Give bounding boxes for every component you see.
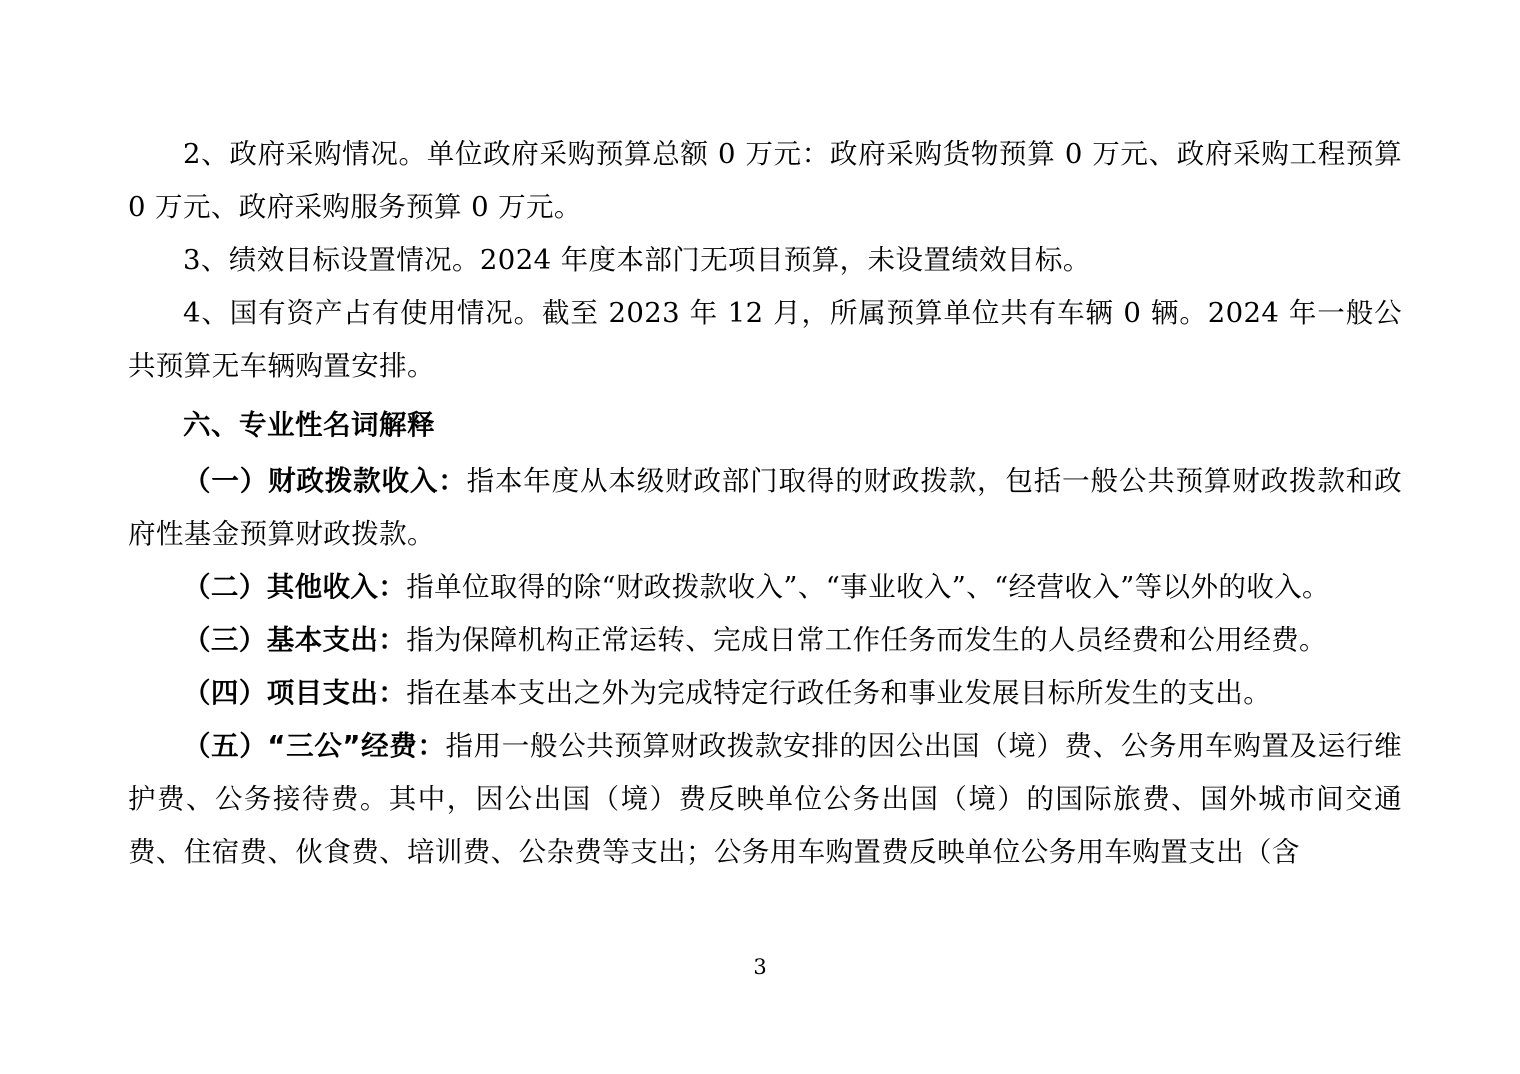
definition-text: 指为保障机构正常运转、完成日常工作任务而发生的人员经费和公用经费。 <box>406 624 1327 656</box>
paragraph-state-assets: 4、国有资产占有使用情况。截至 2023 年 12 月，所属预算单位共有车辆 0 辆。2024 年一般公共预算无车辆购置安排。 <box>128 297 1402 382</box>
page-number: 3 <box>753 955 767 979</box>
definition-text: 指用一般公共预算财政拨款安排的因公出国（境）费、公务用车购置及运行维护费、公务接待费。其中，因公出国（境）费反映单位公务出国（境）的国际旅费、国外城市间交通费、住宿费、伙食费、培训费、公杂费等支出；公务用车购置费反映单位公务用车购置支出（含 <box>128 730 1402 868</box>
definition-text: 指在基本支出之外为完成特定行政任务和事业发展目标所发生的支出。 <box>406 677 1272 709</box>
definition-term: （二）其他收入： <box>183 571 407 603</box>
definition-basic-expenditure <box>128 614 1402 667</box>
definition-fiscal-appropriation-income <box>128 455 1402 561</box>
definition-project-expenditure <box>128 667 1402 720</box>
definition-text: 指单位取得的除“财政拨款收入”、“事业收入”、“经营收入”等以外的收入。 <box>406 571 1330 603</box>
document-body <box>128 128 1402 879</box>
paragraph-performance-target: 3、绩效目标设置情况。2024 年度本部门无项目预算，未设置绩效目标。 <box>183 244 1091 276</box>
definition-other-income <box>128 561 1402 614</box>
section-heading-terminology: 六、专业性名词解释 <box>183 409 435 441</box>
definition-term: （三）基本支出： <box>183 624 407 656</box>
definition-text: 指本年度从本级财政部门取得的财政拨款，包括一般公共预算财政拨款和政府性基金预算财政拨款。 <box>128 465 1402 550</box>
definition-term: （一）财政拨款收入： <box>183 465 467 497</box>
paragraph-procurement: 2、政府采购情况。单位政府采购预算总额 0 万元：政府采购货物预算 0 万元、政府采购工程预算 0 万元、政府采购服务预算 0 万元。 <box>128 138 1402 223</box>
definition-three-public-expenses <box>128 720 1402 879</box>
definition-term: （五）“三公”经费： <box>183 730 446 762</box>
definition-term: （四）项目支出： <box>183 677 407 709</box>
